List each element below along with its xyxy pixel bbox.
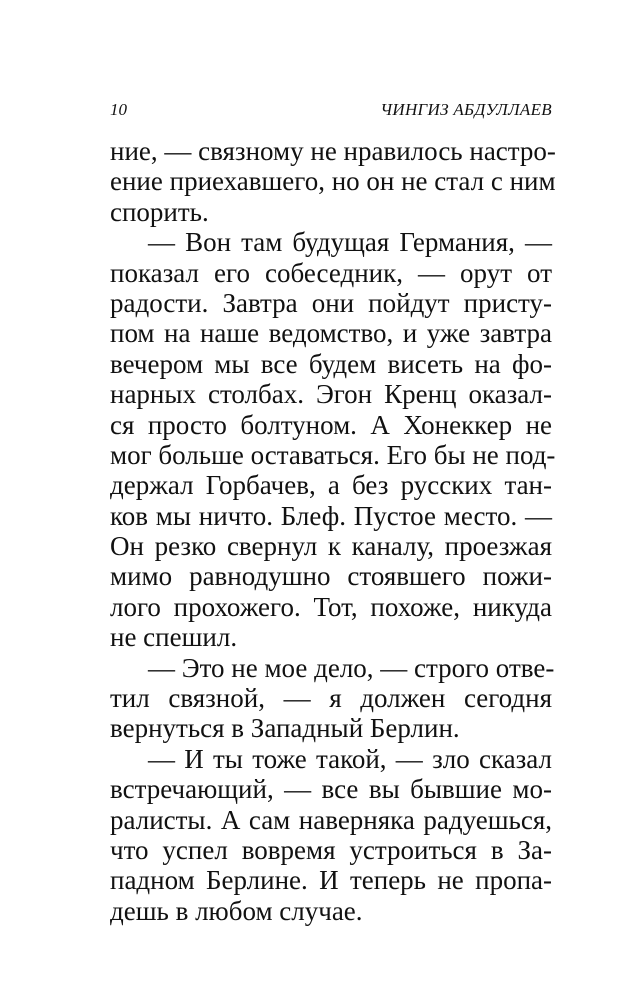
text-line: радости. Завтра они пойдут присту- bbox=[110, 287, 552, 318]
text-line: спорить. bbox=[110, 196, 209, 227]
text-line: что успел вовремя устроиться в За- bbox=[110, 834, 552, 865]
text-line: лого прохожего. Тот, похоже, никуда bbox=[110, 591, 552, 622]
book-author: ЧИНГИЗ АБДУЛЛАЕВ bbox=[380, 100, 552, 119]
text-line: мог больше оставаться. Его бы не под- bbox=[110, 439, 556, 470]
text-line: ние, — связному не нравилось настро- bbox=[110, 136, 556, 166]
text-line: нарных столбах. Эгон Кренц оказал- bbox=[110, 379, 552, 410]
text-line: тил связной, — я должен сегодня bbox=[110, 683, 552, 714]
text-line: пом на наше ведомство, и уже завтра bbox=[110, 318, 552, 349]
text-line: вернуться в Западный Берлин. bbox=[110, 713, 460, 744]
text-line: Он резко свернул к каналу, проезжая bbox=[110, 531, 552, 562]
text-line: ралисты. А сам наверняка радуешься, bbox=[110, 804, 552, 835]
text-line: не спешил. bbox=[110, 622, 238, 653]
text-line: встречающий, — все вы бывшие мо- bbox=[110, 774, 552, 805]
text-line: держал Горбачев, а без русских тан- bbox=[110, 470, 552, 501]
text-line: дешь в любом случае. bbox=[110, 895, 363, 926]
text-line: падном Берлине. И теперь не пропа- bbox=[110, 865, 552, 896]
text-line: ся просто болтуном. А Хонеккер не bbox=[110, 409, 552, 440]
text-line: — Вон там будущая Германия, — bbox=[148, 227, 552, 258]
text-line: вечером мы все будем висеть на фо- bbox=[110, 348, 552, 379]
text-line: показал его собеседник, — орут от bbox=[110, 257, 552, 288]
text-line: ков мы ничто. Блеф. Пустое место. — bbox=[110, 500, 552, 531]
text-line: — И ты тоже такой, — зло сказал bbox=[148, 743, 552, 774]
running-head bbox=[110, 98, 552, 122]
page-number: 10 bbox=[110, 100, 127, 119]
body-text bbox=[110, 136, 556, 926]
text-line: — Это не мое дело, — строго отве- bbox=[148, 652, 555, 683]
text-line: ение приехавшего, но он не стал с ним bbox=[110, 166, 556, 197]
text-line: мимо равнодушно стоявшего пожи- bbox=[110, 561, 552, 592]
